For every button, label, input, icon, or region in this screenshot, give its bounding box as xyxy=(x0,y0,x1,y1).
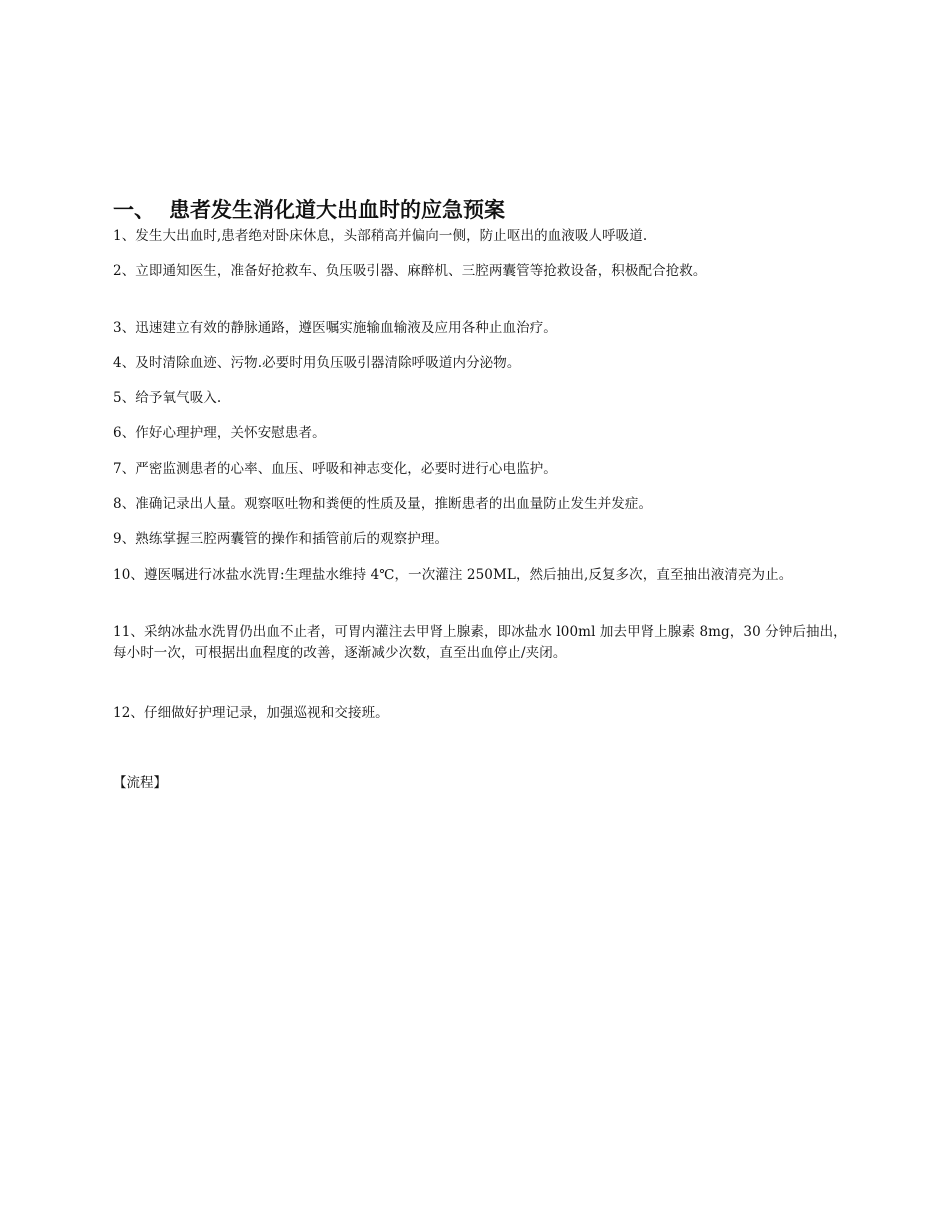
document-heading xyxy=(113,195,873,225)
heading-number: 一、 xyxy=(113,198,155,222)
list-item: 6、作好心理护理，关怀安慰患者。 xyxy=(113,425,326,441)
list-item: 11、采纳冰盐水洗胃仍出血不止者，可胃内灌注去甲肾上腺素，即冰盐水 l00ml 加去甲肾上腺素 8mg，30 分钟后抽出，每小时一次，可根据出血程度的改善，逐渐减少次数，直至出血停止/夹闭。 xyxy=(113,624,847,661)
list-item: 8、准确记录出人量。观察呕吐物和粪便的性质及量，推断患者的出血量防止发生并发症。 xyxy=(113,496,653,512)
list-item: 12、仔细做好护理记录，加强巡视和交接班。 xyxy=(113,705,389,721)
flow-label: 【流程】 xyxy=(113,775,167,791)
list-item: 7、严密监测患者的心率、血压、呼吸和神志变化，必要时进行心电监护。 xyxy=(113,461,557,477)
list-item: 1、发生大出血时,患者绝对卧床休息，头部稍高并偏向一侧，防止呕出的血液吸人呼吸道. xyxy=(113,228,648,244)
list-item: 3、迅速建立有效的静脉通路，遵医嘱实施输血输液及应用各种止血治疗。 xyxy=(113,320,557,336)
list-item: 9、熟练掌握三腔两囊管的操作和插管前后的观察护理。 xyxy=(113,531,449,547)
list-item: 4、及时清除血迹、污物.必要时用负压吸引器清除呼吸道内分泌物。 xyxy=(113,355,521,371)
heading-title: 患者发生消化道大出血时的应急预案 xyxy=(169,198,505,222)
list-item: 10、遵医嘱进行冰盐水洗胃:生理盐水维持 4℃，一次灌注 250ML，然后抽出,反复多次，直至抽出液清亮为止。 xyxy=(113,567,793,583)
list-item: 2、立即通知医生，准备好抢救车、负压吸引器、麻醉机、三腔两囊管等抢救设备，积极配合抢救。 xyxy=(113,263,707,279)
list-item: 5、给予氧气吸入. xyxy=(113,390,222,406)
